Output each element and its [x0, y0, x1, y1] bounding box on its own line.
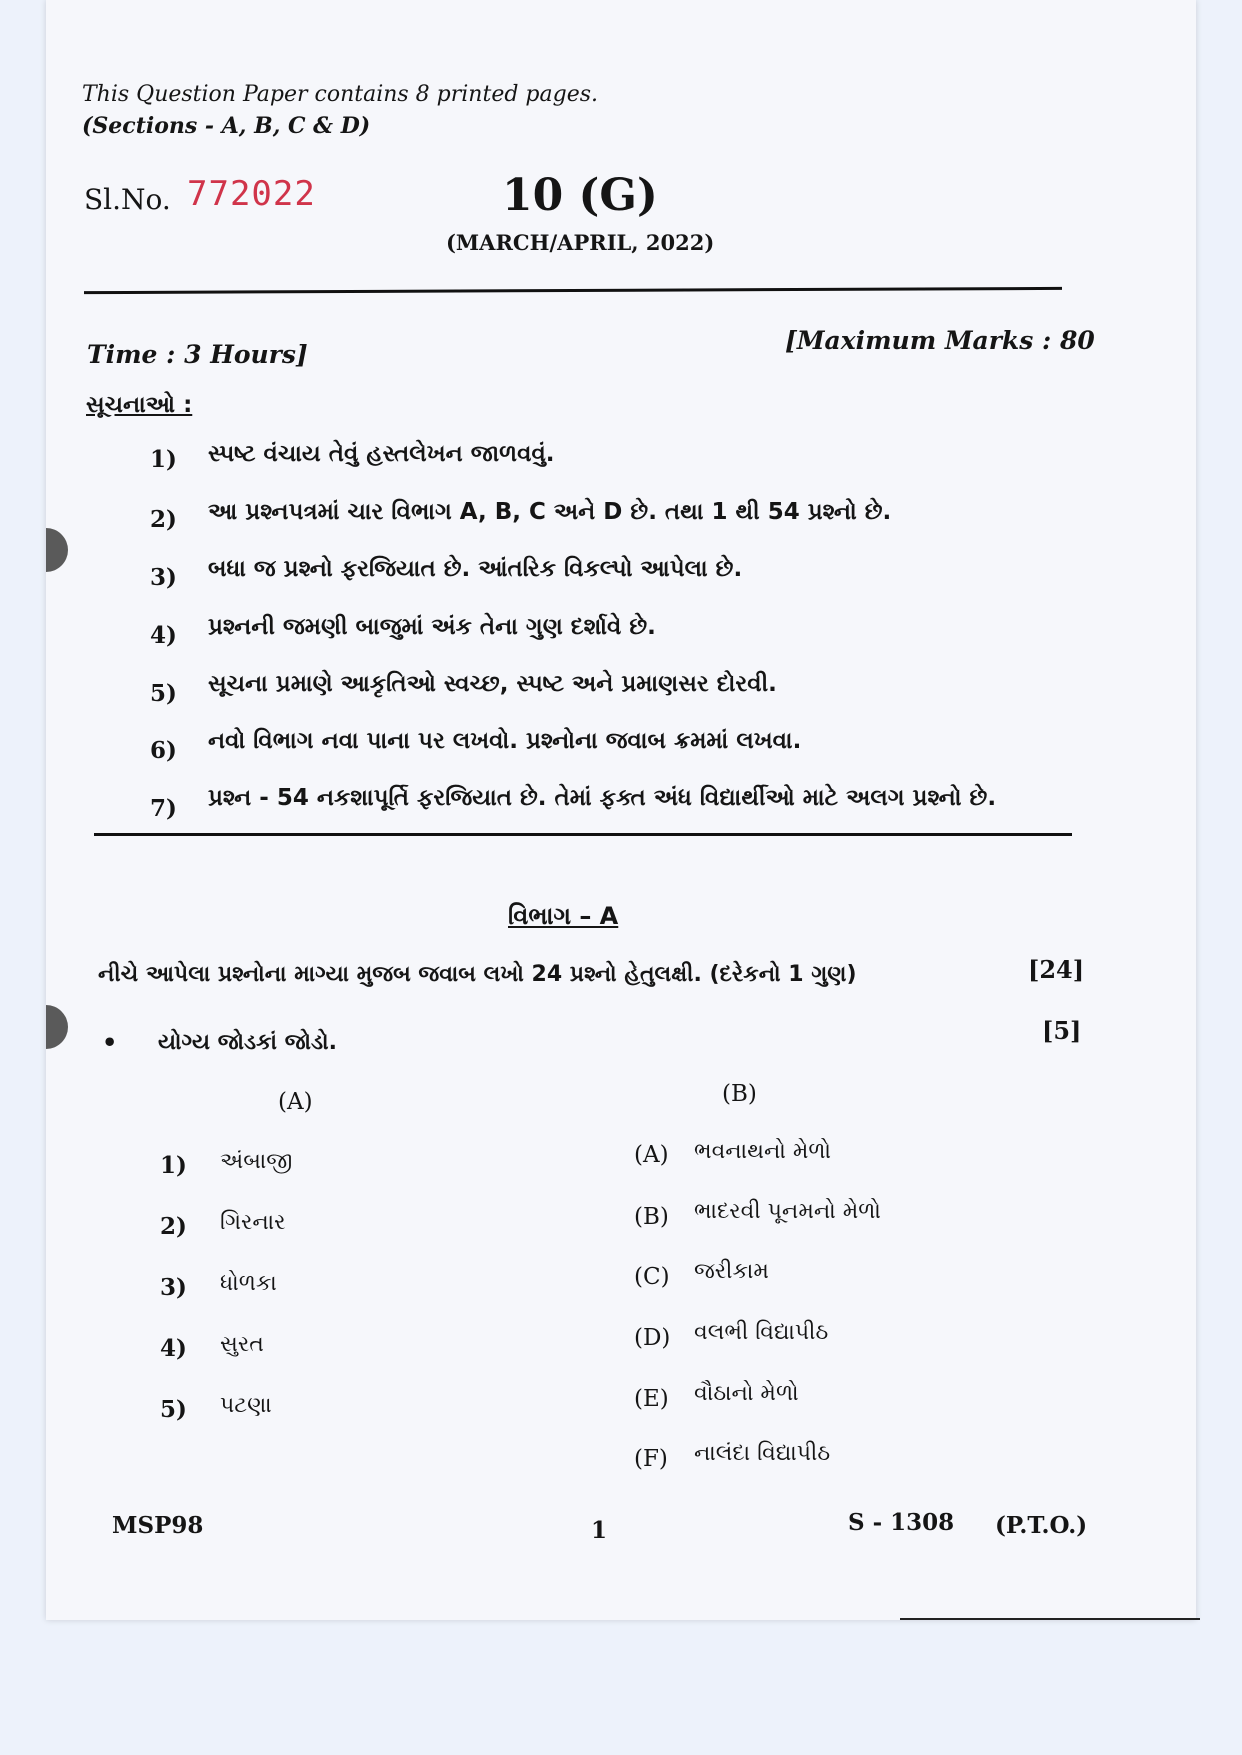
instruction-number: 3) [150, 564, 177, 591]
max-marks: [Maximum Marks : 80 [785, 326, 1095, 355]
instruction-number: 5) [150, 680, 177, 707]
instruction-number: 1) [150, 446, 177, 473]
instruction-number: 6) [150, 737, 177, 764]
match-left-number: 3) [160, 1274, 187, 1301]
instruction-number: 4) [150, 622, 177, 649]
match-right-item: જરીકામ [694, 1259, 769, 1284]
match-prompt: યોગ્ય જોડકાં જોડો. [158, 1030, 337, 1055]
match-right-letter: (F) [634, 1446, 668, 1472]
match-right-item: વૌઠાનો મેળો [694, 1381, 799, 1406]
instruction-text: સ્પષ્ટ વંચાય તેવું હસ્તલેખન જાળવવું. [208, 441, 555, 467]
paper-code: 10 (G) [502, 170, 658, 221]
column-a-header: (A) [278, 1089, 313, 1115]
sheet-edge-line [900, 1618, 1200, 1620]
instructions-rule [94, 833, 1072, 836]
match-right-item: વલભી વિદ્યાપીઠ [694, 1320, 829, 1345]
match-marks: [5] [1042, 1016, 1082, 1045]
match-right-item: ભવનાથનો મેળો [694, 1139, 832, 1164]
footer-pto: (P.T.O.) [995, 1512, 1088, 1539]
section-a-title: વિભાગ – A [508, 902, 619, 930]
instruction-text: નવો વિભાગ નવા પાના પર લખવો. પ્રશ્નોના જવાબ ક્રમમાં લખવા. [208, 728, 802, 754]
section-a-marks: [24] [1028, 955, 1085, 984]
instruction-text: આ પ્રશ્નપત્રમાં ચાર વિભાગ A, B, C અને D છે. તથા 1 થી 54 પ્રશ્નો છે. [208, 499, 892, 525]
match-left-item: ગિરનાર [220, 1210, 286, 1235]
match-right-letter: (C) [634, 1264, 670, 1290]
match-left-number: 5) [160, 1396, 187, 1423]
footer-page-number: 1 [591, 1517, 608, 1544]
match-right-letter: (D) [634, 1325, 671, 1351]
footer-code: MSP98 [112, 1512, 204, 1539]
match-left-number: 2) [160, 1213, 187, 1240]
time: Time : 3 Hours] [87, 340, 308, 369]
match-left-item: પટણા [220, 1393, 272, 1418]
match-right-letter: (A) [634, 1142, 669, 1168]
match-right-item: નાલંદા વિદ્યાપીઠ [694, 1441, 831, 1466]
instruction-number: 7) [150, 795, 177, 822]
match-left-item: ધોળકા [220, 1271, 277, 1296]
instruction-text: પ્રશ્ન - 54 નકશાપૂર્તિ ફરજિયાત છે. તેમાં ફક્ત અંધ વિદ્યાર્થીઓ માટે અલગ પ્રશ્નો છે. [208, 785, 997, 811]
match-left-item: અંબાજી [220, 1149, 293, 1174]
serial-label: Sl.No. [84, 183, 171, 216]
instruction-text: બધા જ પ્રશ્નો ફરજિયાત છે. આંતરિક વિકલ્પો આપેલા છે. [208, 556, 743, 582]
match-left-item: સુરત [220, 1332, 264, 1357]
instructions-heading: સૂચનાઓ : [86, 392, 193, 418]
bullet: • [102, 1028, 118, 1057]
match-right-letter: (B) [634, 1204, 669, 1230]
match-right-item: ભાદરવી પૂનમનો મેળો [694, 1199, 881, 1224]
pages-note: This Question Paper contains 8 printed pages. [82, 82, 599, 107]
instruction-text: પ્રશ્નની જમણી બાજુમાં અંક તેના ગુણ દર્શાવે છે. [208, 614, 656, 640]
section-a-instruction: નીચે આપેલા પ્રશ્નોના માગ્યા મુજબ જવાબ લખો 24 પ્રશ્નો હેતુલક્ષી. (દરેકનો 1 ગુણ) [98, 962, 857, 987]
sections-note: (Sections - A, B, C & D) [82, 113, 371, 139]
match-left-number: 1) [160, 1152, 187, 1179]
column-b-header: (B) [722, 1081, 757, 1107]
instruction-number: 2) [150, 506, 177, 533]
match-right-letter: (E) [634, 1386, 669, 1412]
serial-number: 772022 [187, 174, 316, 214]
match-left-number: 4) [160, 1335, 187, 1362]
session: (MARCH/APRIL, 2022) [446, 230, 715, 255]
instruction-text: સૂચના પ્રમાણે આકૃતિઓ સ્વચ્છ, સ્પષ્ટ અને પ્રમાણસર દોરવી. [208, 671, 777, 697]
footer-series: S - 1308 [848, 1509, 955, 1536]
